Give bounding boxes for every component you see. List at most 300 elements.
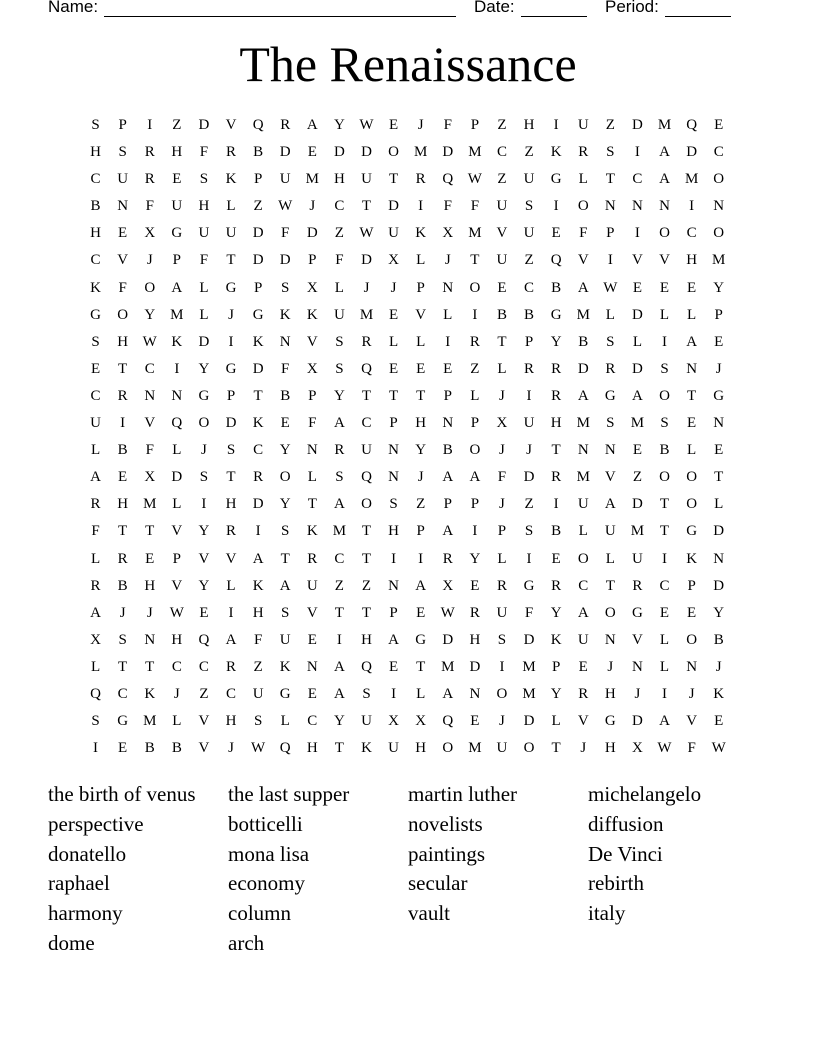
grid-letter: T [361,387,372,404]
grid-letter: N [604,631,616,648]
grid-letter: X [90,631,101,648]
grid-letter: Q [198,631,210,648]
grid-letter: U [361,442,372,459]
grid-letter: P [253,171,263,188]
grid-letter: V [117,252,129,269]
grid-letter: E [714,333,724,350]
grid-letter: E [388,117,399,133]
grid-letter: B [117,577,128,594]
grid-letter: T [118,360,128,377]
grid-letter: E [470,577,480,594]
grid-letter: A [442,469,454,486]
grid-letter: S [362,685,371,702]
grid-letter: U [496,198,508,215]
grid-letter: U [577,496,589,513]
grid-letter: D [713,577,725,594]
grid-letter: H [90,144,101,161]
grid-letter: E [497,279,507,296]
grid-letter: E [118,469,128,486]
grid-letter: F [199,144,209,161]
grid-letter: J [363,279,370,296]
grid-letter: A [577,279,589,296]
grid-letter: D [469,658,481,675]
grid-letter: R [442,550,453,567]
grid-letter: I [607,252,613,269]
grid-letter: I [255,523,261,540]
grid-letter: A [686,333,698,350]
grid-letter: L [90,442,101,459]
grid-letter: K [252,577,264,594]
grid-letter: G [632,604,643,621]
grid-letter: I [662,550,668,567]
grid-letter: L [334,279,344,296]
grid-letter: K [279,306,291,323]
grid-letter: P [551,658,561,675]
grid-letter: B [171,740,182,757]
grid-letter: L [199,279,209,296]
grid-letter: Q [361,658,372,675]
grid-letter: I [499,658,505,675]
grid-letter: D [388,198,399,215]
grid-letter: C [117,685,128,702]
grid-letter: R [307,550,318,567]
grid-letter: U [171,198,183,215]
grid-letter: J [417,117,424,133]
grid-letter: H [604,740,616,757]
grid-letter: U [523,415,535,432]
grid-letter: U [577,117,589,133]
word-bank-item: economy [228,871,305,896]
grid-letter: P [687,577,696,594]
grid-letter: W [142,333,157,350]
grid-letter: P [606,225,615,242]
grid-letter: N [713,198,725,215]
grid-letter: P [172,550,181,567]
grid-row [82,195,732,222]
grid-letter: A [577,604,589,621]
grid-letter: Z [199,685,209,702]
grid-letter: Q [252,117,264,133]
grid-letter: Y [415,442,427,459]
grid-letter: E [90,360,101,377]
grid-letter: U [496,252,508,269]
grid-letter: N [604,442,616,459]
grid-letter: L [687,442,697,459]
date-field[interactable] [474,0,587,17]
grid-letter: V [306,604,318,621]
grid-letter: R [226,523,237,540]
grid-letter: I [418,550,424,567]
word-bank-item: column [228,901,291,926]
grid-letter: Q [442,713,454,730]
grid-letter: D [252,496,264,513]
grid-letter: E [578,658,588,675]
grid-letter: C [226,685,237,702]
grid-letter: H [144,577,156,594]
grid-letter: C [334,550,345,567]
grid-letter: I [336,631,342,648]
grid-letter: L [90,658,101,675]
grid-letter: I [553,496,559,513]
grid-letter: B [551,523,562,540]
grid-letter: C [361,415,372,432]
grid-letter: P [308,387,317,404]
word-bank-item: De Vinci [588,841,663,866]
grid-letter: L [714,496,724,513]
grid-letter: R [226,658,237,675]
grid-letter: P [714,306,723,323]
grid-letter: U [198,225,210,242]
grid-letter: A [442,685,454,702]
grid-letter: T [253,387,263,404]
grid-letter: L [199,306,209,323]
grid-letter: F [443,198,452,215]
name-line [104,0,456,17]
grid-letter: A [90,469,101,486]
grid-letter: M [576,306,590,323]
grid-letter: E [687,279,697,296]
grid-letter: S [660,360,669,377]
grid-letter: D [523,469,535,486]
grid-letter: P [308,252,317,269]
grid-letter: E [307,685,317,702]
grid-row [82,629,732,656]
grid-letter: E [388,360,399,377]
grid-letter: M [332,523,347,540]
grid-letter: P [470,117,480,133]
grid-letter: L [605,550,615,567]
grid-letter: S [91,333,100,350]
grid-letter: F [308,415,317,432]
grid-letter: R [469,604,480,621]
grid-letter: D [252,252,264,269]
word-bank-item: secular [408,871,468,896]
grid-letter: F [145,198,154,215]
grid-letter: K [225,171,237,188]
grid-letter: N [388,442,399,459]
header [48,0,748,21]
grid-letter: N [686,658,698,675]
word-bank-item: the birth of venus [48,782,196,806]
grid-letter: L [307,469,317,486]
grid-row [82,114,732,141]
grid-letter: E [145,550,155,567]
grid-letter: H [225,496,237,513]
grid-letter: F [497,469,507,486]
grid-letter: I [147,117,153,133]
grid-letter: E [714,117,724,133]
grid-letter: W [657,740,672,757]
grid-letter: L [416,252,426,269]
grid-letter: W [359,117,374,133]
grid-letter: J [634,685,641,702]
grid-letter: A [333,658,345,675]
grid-letter: K [306,306,318,323]
word-bank-item: novelists [408,811,483,836]
grid-letter: M [441,658,455,675]
grid-letter: P [226,387,236,404]
grid-letter: K [361,740,372,757]
grid-letter: U [496,604,508,621]
grid-letter: R [551,469,562,486]
grid-letter: D [632,306,643,323]
grid-letter: J [228,740,234,757]
grid-letter: Z [470,360,480,377]
grid-letter: O [198,415,210,432]
grid-letter: C [90,252,101,269]
grid-letter: D [523,713,535,730]
grid-letter: K [90,279,101,296]
grid-letter: T [659,523,670,540]
grid-letter: U [279,631,291,648]
grid-letter: O [144,279,156,296]
grid-letter: R [90,577,101,594]
grid-letter: H [171,631,183,648]
grid-row [82,412,732,439]
grid-letter: N [144,631,156,648]
grid-letter: J [580,740,587,757]
grid-letter: T [416,658,426,675]
grid-letter: X [388,252,399,269]
grid-letter: T [497,333,507,350]
word-bank-item: diffusion [588,811,664,836]
grid-letter: N [144,387,156,404]
grid-letter: D [279,144,291,161]
grid-letter: U [361,171,372,188]
grid-letter: L [172,713,182,730]
grid-letter: X [144,225,156,242]
grid-letter: I [472,523,478,540]
grid-letter: G [523,577,535,594]
grid-letter: V [171,577,183,594]
grid-letter: T [470,252,480,269]
grid-letter: N [306,442,318,459]
grid-letter: X [388,713,399,730]
grid-letter: D [198,117,210,133]
grid-letter: E [714,713,724,730]
grid-letter: Y [550,685,562,702]
grid-letter: I [174,360,180,377]
grid-letter: R [524,360,535,377]
grid-letter: D [577,360,589,377]
grid-letter: B [117,442,128,459]
grid-letter: S [606,333,615,350]
grid-letter: H [604,685,616,702]
grid-row [82,656,732,683]
grid-letter: L [470,387,480,404]
grid-letter: O [117,306,129,323]
grid-letter: E [443,360,453,377]
grid-letter: R [551,387,562,404]
grid-letter: G [604,713,616,730]
grid-letter: K [279,658,291,675]
grid-letter: D [306,225,318,242]
grid-letter: T [118,523,128,540]
grid-letter: R [469,333,480,350]
grid-letter: L [687,306,697,323]
word-bank-item: harmony [48,901,123,926]
grid-letter: S [281,604,290,621]
grid-letter: L [416,333,426,350]
grid-letter: D [632,496,643,513]
grid-letter: Q [550,252,562,269]
grid-letter: D [632,117,643,133]
grid-letter: G [252,306,264,323]
grid-letter: J [688,685,695,702]
grid-letter: I [391,550,397,567]
grid-letter: O [713,171,725,188]
grid-letter: N [442,279,454,296]
grid-letter: V [144,415,156,432]
grid-letter: T [361,604,372,621]
grid-letter: V [225,117,237,133]
grid-letter: P [416,523,425,540]
grid-letter: V [496,225,508,242]
grid-letter: J [146,604,153,621]
grid-letter: K [144,685,156,702]
grid-letter: V [632,252,643,269]
grid-letter: E [388,658,399,675]
word-bank-item: botticelli [228,811,303,836]
grid-row [82,249,732,276]
grid-letter: E [551,225,561,242]
grid-letter: L [443,306,453,323]
grid-letter: I [445,333,451,350]
grid-letter: H [361,631,372,648]
grid-letter: S [389,496,398,513]
grid-letter: G [415,631,427,648]
grid-letter: E [659,604,670,621]
grid-letter: L [416,685,426,702]
grid-letter: Y [279,496,291,513]
grid-letter: R [117,387,128,404]
grid-row [82,466,732,493]
grid-letter: T [659,496,670,513]
grid-letter: U [333,306,345,323]
grid-letter: L [497,550,507,567]
grid-letter: D [279,252,291,269]
grid-letter: B [524,306,535,323]
word-bank-item: perspective [48,811,144,836]
grid-letter: N [713,415,725,432]
grid-letter: D [361,252,372,269]
grid-letter: J [119,604,126,621]
grid-letter: L [280,713,290,730]
grid-letter: Z [524,496,534,513]
grid-letter: B [713,631,724,648]
grid-letter: K [415,225,427,242]
grid-letter: V [577,713,589,730]
grid-letter: L [226,577,236,594]
grid-letter: Q [361,469,372,486]
grid-letter: M [359,306,374,323]
grid-letter: D [252,225,264,242]
grid-letter: E [416,360,426,377]
grid-letter: H [523,117,535,133]
grid-letter: S [524,198,534,215]
grid-letter: E [416,604,426,621]
grid-letter: J [499,496,505,513]
grid-letter: N [632,658,643,675]
grid-letter: Z [172,117,182,133]
grid-letter: Z [361,577,372,594]
grid-letter: X [632,740,643,757]
grid-letter: I [228,604,234,621]
name-field[interactable] [48,0,456,17]
grid-letter: D [713,523,725,540]
grid-letter: E [632,279,642,296]
grid-letter: R [605,360,616,377]
grid-letter: M [522,685,536,702]
grid-letter: P [443,496,452,513]
grid-letter: M [305,171,319,188]
grid-letter: P [389,415,398,432]
grid-letter: S [497,631,507,648]
grid-letter: H [90,225,101,242]
grid-letter: J [228,306,234,323]
grid-letter: K [306,523,318,540]
grid-letter: M [170,306,184,323]
grid-letter: U [279,171,291,188]
grid-letter: J [715,360,722,377]
grid-letter: X [415,713,427,730]
grid-letter: O [713,225,725,242]
grid-letter: Q [90,685,101,702]
grid-letter: I [228,333,234,350]
grid-letter: E [118,740,128,757]
grid-letter: N [632,198,643,215]
grid-letter: R [90,496,101,513]
grid-letter: C [659,577,670,594]
grid-letter: J [715,658,722,675]
grid-letter: H [686,252,698,269]
grid-letter: E [307,144,317,161]
grid-letter: H [306,740,318,757]
grid-letter: J [499,442,505,459]
word-bank-item: the last supper [228,782,350,806]
grid-letter: A [415,577,427,594]
grid-letter: A [469,469,481,486]
grid-row [82,385,732,412]
grid-letter: D [442,631,454,648]
grid-letter: Q [279,740,291,757]
grid-letter: F [524,604,534,621]
grid-letter: J [390,279,397,296]
grid-letter: R [280,117,291,133]
grid-letter: Z [253,658,263,675]
grid-letter: O [469,279,481,296]
grid-letter: A [442,523,454,540]
grid-letter: J [309,198,316,215]
grid-letter: B [90,198,101,215]
period-field[interactable] [605,0,731,17]
grid-letter: O [361,496,372,513]
grid-letter: T [145,658,155,675]
grid-letter: Z [605,117,615,133]
grid-letter: U [604,523,616,540]
grid-letter: M [576,415,590,432]
grid-letter: P [172,252,181,269]
grid-letter: I [634,225,640,242]
grid-letter: L [632,333,642,350]
grid-letter: Y [144,306,156,323]
grid-letter: O [659,469,670,486]
grid-letter: N [117,198,129,215]
grid-letter: R [578,685,589,702]
grid-letter: Z [524,144,534,161]
grid-letter: W [359,225,374,242]
grid-letter: V [171,523,183,540]
